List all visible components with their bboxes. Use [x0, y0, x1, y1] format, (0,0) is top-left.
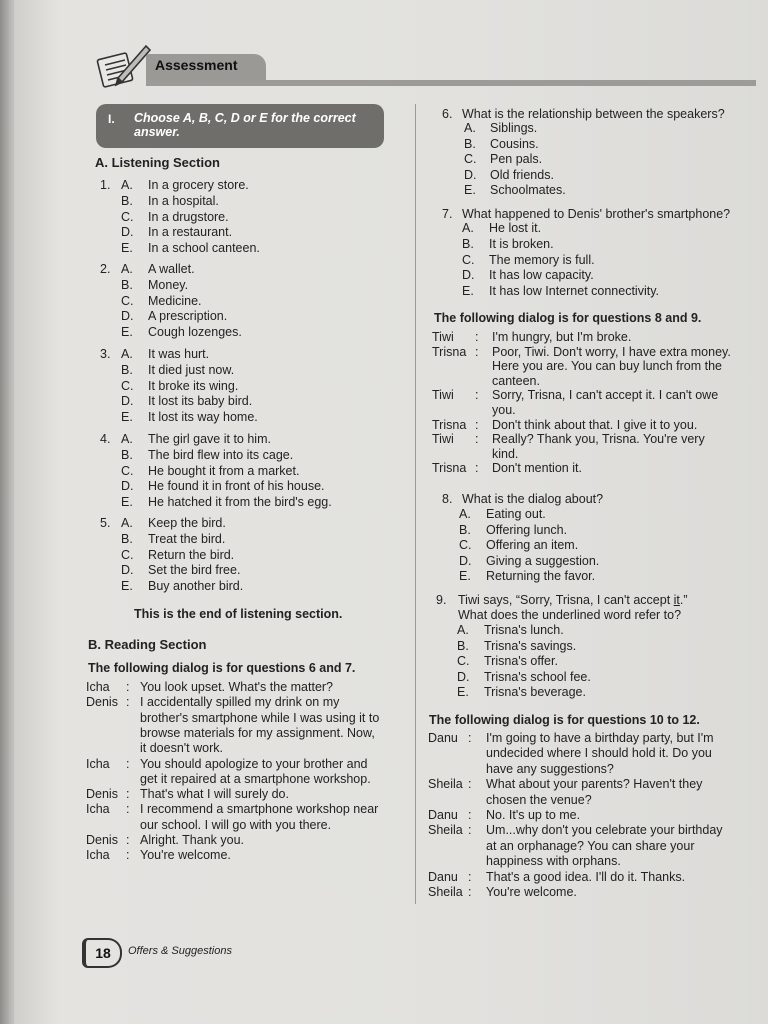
dialog-text: have any suggestions? [486, 761, 614, 776]
option-letter: C. [121, 209, 134, 224]
speaker-name: Icha [86, 848, 110, 863]
option-text: Trisna's lunch. [484, 623, 564, 637]
colon: : [475, 461, 479, 476]
option-letter: E. [121, 495, 133, 510]
dialog-text: brother's smartphone while I was using it to [140, 710, 380, 725]
dialog-text: You look upset. What's the matter? [140, 680, 334, 694]
instruction-number: I. [108, 112, 115, 126]
dialog-line [86, 848, 416, 863]
dialog-text: You should apologize to your brother and [140, 756, 368, 771]
option-letter: C. [121, 293, 134, 308]
option-letter: A. [121, 516, 133, 530]
option-letter: A. [121, 347, 133, 361]
dialog-text: No. It's up to me. [486, 808, 581, 822]
option-text: In a hospital. [148, 193, 219, 208]
dialog-text: undecided where I should hold it. Do you [486, 746, 712, 761]
option-letter: D. [459, 553, 472, 568]
option-letter: B. [121, 277, 133, 292]
speaker-name: Danu [428, 869, 458, 884]
dialog-heading: The following dialog is for questions 6 and 7. [88, 661, 356, 675]
option-letter: D. [121, 225, 134, 240]
option-text: Siblings. [490, 121, 538, 135]
dialog-line [428, 777, 758, 792]
option-letter: B. [121, 362, 133, 377]
dialog-line [86, 772, 416, 787]
dialog-text: Don't think about that. I give it to you. [492, 417, 698, 432]
option-text: The girl gave it to him. [148, 432, 271, 446]
option-letter: A. [457, 623, 469, 637]
colon: : [126, 680, 130, 694]
colon: : [468, 808, 472, 822]
speaker-name: Tiwi [432, 432, 454, 447]
option-text: It was hurt. [148, 347, 210, 361]
colon: : [468, 823, 472, 838]
option-text: Money. [148, 277, 189, 292]
dialog-text: I accidentally spilled my drink on my [140, 695, 340, 710]
dialog-text: Alright. Thank you. [140, 833, 244, 847]
option-text: Pen pals. [490, 152, 543, 167]
option-text: Set the bird free. [148, 563, 241, 578]
question-text: What happened to Denis' brother's smartphone? [462, 207, 731, 221]
dialog-line [428, 823, 758, 838]
dialog-line [432, 345, 762, 360]
question-text: What is the relationship between the speakers? [462, 107, 725, 121]
option-letter: B. [464, 136, 476, 151]
option-letter: D. [121, 479, 134, 494]
speaker-name: Icha [86, 802, 110, 817]
dialog-line [432, 330, 762, 345]
colon: : [126, 848, 130, 863]
option-text: Offering an item. [486, 538, 579, 552]
dialog-line [86, 757, 416, 772]
question-number: 3. [100, 347, 111, 361]
dialog-text: Here you are. You can buy lunch from the [492, 359, 723, 374]
option-text: It lost its way home. [148, 410, 258, 425]
option-letter: C. [457, 654, 470, 668]
option-letter: E. [121, 579, 133, 594]
dialog-text: That's what I will surely do. [140, 787, 289, 802]
option-text: He lost it. [489, 221, 542, 235]
dialog-line [86, 787, 416, 802]
colon: : [468, 731, 472, 745]
option-letter: E. [457, 685, 469, 699]
colon: : [475, 432, 479, 447]
option-letter: D. [462, 268, 475, 283]
colon: : [475, 388, 479, 403]
option-text: Trisna's beverage. [484, 685, 586, 699]
speaker-name: Icha [86, 756, 110, 771]
dialog-text: What about your parents? Haven't they [486, 777, 703, 792]
option-text: In a drugstore. [148, 209, 229, 224]
dialog-line [428, 746, 758, 761]
option-text: Return the bird. [148, 547, 235, 562]
speaker-name: Sheila [428, 777, 463, 792]
option-letter: B. [459, 522, 471, 537]
dialog-line [432, 403, 762, 418]
dialog-line [86, 741, 416, 756]
question-text-part: Tiwi says, “Sorry, Trisna, I can't accept [458, 593, 674, 607]
dialog-text: get it repaired at a smartphone workshop. [140, 771, 371, 786]
option-text: He found it in front of his house. [148, 479, 325, 494]
question-number: 2. [100, 262, 111, 276]
option-text: Schoolmates. [490, 183, 566, 198]
dialog-text: happiness with orphans. [486, 854, 621, 869]
speaker-name: Trisna [432, 461, 467, 476]
option-letter: E. [462, 284, 474, 299]
dialog-text: at an orphanage? You can share your [486, 838, 695, 853]
dialog-text: Don't mention it. [492, 461, 582, 476]
option-letter: C. [121, 547, 134, 562]
option-letter: B. [121, 193, 133, 208]
dialog-text: You're welcome. [486, 885, 577, 899]
option-text: The memory is full. [489, 252, 595, 267]
option-letter: A. [121, 432, 133, 446]
option-letter: D. [121, 309, 134, 324]
option-letter: B. [121, 447, 133, 462]
option-text: Old friends. [490, 167, 554, 182]
option-letter: C. [462, 252, 475, 267]
dialog-line [432, 432, 762, 447]
dialog-text: kind. [492, 446, 519, 461]
dialog-line [86, 711, 416, 726]
option-letter: A. [464, 121, 476, 135]
question-number: 8. [442, 492, 453, 506]
option-text: It broke its wing. [148, 378, 239, 393]
dialog-text: chosen the venue? [486, 792, 592, 807]
option-letter: A. [462, 221, 474, 235]
option-letter: D. [121, 563, 134, 578]
option-text: Keep the bird. [148, 516, 226, 530]
header-rule [146, 80, 756, 86]
option-text: The bird flew into its cage. [148, 447, 294, 462]
dialog-text: you. [492, 403, 516, 417]
colon: : [475, 344, 479, 359]
option-letter: B. [121, 531, 133, 546]
colon: : [468, 777, 472, 792]
colon: : [126, 833, 130, 847]
dialog-line [428, 731, 758, 746]
option-text: It has low capacity. [489, 268, 594, 283]
speaker-name: Denis [86, 787, 118, 802]
dialog-heading: The following dialog is for questions 10 to 12. [429, 713, 700, 727]
option-text: Cousins. [490, 136, 539, 151]
option-text: It lost its baby bird. [148, 394, 253, 409]
option-text: Cough lozenges. [148, 325, 242, 340]
dialog-line [432, 418, 762, 433]
dialog-text: our school. I will go with you there. [140, 817, 332, 832]
option-letter: A. [121, 262, 133, 276]
question-text-part: .” [679, 593, 688, 607]
notepad-pencil-icon [96, 38, 152, 94]
dialog-text: canteen. [492, 373, 540, 388]
option-text: A prescription. [148, 309, 228, 324]
listening-end-note: This is the end of listening section. [134, 607, 343, 621]
speaker-name: Denis [86, 695, 118, 710]
option-text: He bought it from a market. [148, 463, 300, 478]
option-text: Trisna's savings. [484, 638, 577, 653]
question-number: 7. [442, 207, 453, 221]
colon: : [475, 417, 479, 432]
dialog-line [86, 818, 416, 833]
dialog-text: Really? Thank you, Trisna. You're very [492, 432, 705, 447]
speaker-name: Denis [86, 833, 118, 847]
option-text: Trisna's school fee. [484, 669, 591, 684]
dialog-text: I recommend a smartphone workshop near [140, 802, 379, 817]
colon: : [468, 885, 472, 899]
dialog-line [86, 680, 416, 695]
dialog-line [86, 726, 416, 741]
option-text: Medicine. [148, 293, 202, 308]
option-text: It died just now. [148, 362, 235, 377]
option-text: Eating out. [486, 507, 546, 521]
option-text: In a restaurant. [148, 225, 233, 240]
dialog-line [428, 870, 758, 885]
option-text: Buy another bird. [148, 579, 244, 594]
dialog-line [428, 808, 758, 823]
instruction-box [96, 104, 384, 148]
dialog-text: I'm going to have a birthday party, but I'm [486, 731, 714, 745]
chapter-title: Offers & Suggestions [128, 945, 232, 957]
dialog-line [432, 359, 762, 374]
option-letter: D. [121, 394, 134, 409]
option-letter: E. [121, 241, 133, 256]
option-letter: E. [121, 325, 133, 340]
speaker-name: Trisna [432, 344, 467, 359]
dialog-line [86, 833, 416, 848]
section-title: Assessment [155, 57, 238, 73]
option-letter: C. [459, 538, 472, 552]
dialog-line [428, 762, 758, 777]
speaker-name: Tiwi [432, 330, 454, 344]
dialog-line [86, 802, 416, 817]
underlined-word: it [673, 593, 680, 607]
option-text: Trisna's offer. [484, 654, 558, 668]
dialog-line [432, 461, 762, 476]
dialog-line [428, 793, 758, 808]
speaker-name: Danu [428, 731, 458, 745]
colon: : [126, 787, 130, 802]
speaker-name: Icha [86, 680, 110, 694]
option-letter: E. [464, 183, 476, 198]
dialog-text: Sorry, Trisna, I can't accept it. I can't owe [492, 388, 719, 403]
speaker-name: Danu [428, 808, 458, 822]
dialog-line [428, 885, 758, 900]
colon: : [126, 802, 130, 817]
dialog-text: browse materials for my assignment. Now, [140, 725, 375, 740]
option-text: In a grocery store. [148, 178, 249, 192]
colon: : [126, 695, 130, 710]
option-letter: E. [121, 410, 133, 425]
question-number: 1. [100, 178, 111, 192]
option-text: Offering lunch. [486, 522, 568, 537]
dialog-line [432, 447, 762, 462]
question-text: What is the dialog about? [462, 492, 604, 506]
option-letter: D. [457, 669, 470, 684]
listening-heading: A. Listening Section [95, 155, 220, 170]
option-letter: C. [121, 378, 134, 393]
option-text: In a school canteen. [148, 241, 260, 256]
question-number: 6. [442, 107, 453, 121]
dialog-text: I'm hungry, but I'm broke. [492, 330, 632, 344]
dialog-line [428, 854, 758, 869]
dialog-heading: The following dialog is for questions 8 and 9. [434, 311, 702, 325]
option-letter: A. [121, 178, 133, 192]
colon: : [126, 756, 130, 771]
option-letter: D. [464, 167, 477, 182]
speaker-name: Sheila [428, 823, 463, 838]
dialog-line [86, 695, 416, 710]
dialog-line [432, 374, 762, 389]
dialog-text: You're welcome. [140, 848, 231, 863]
option-text: Giving a suggestion. [486, 553, 600, 568]
dialog-text: Um...why don't you celebrate your birthday [486, 823, 723, 838]
option-letter: B. [457, 638, 469, 653]
option-text: It has low Internet connectivity. [489, 284, 659, 299]
dialog-text: it doesn't work. [140, 741, 223, 756]
dialog-line [432, 388, 762, 403]
speaker-name: Tiwi [432, 388, 454, 403]
speaker-name: Trisna [432, 417, 467, 432]
option-text: He hatched it from the bird's egg. [148, 495, 332, 510]
page-number: 18 [82, 938, 122, 968]
option-letter: E. [459, 569, 471, 583]
option-letter: C. [464, 152, 477, 167]
dialog-line [428, 839, 758, 854]
option-text: Returning the favor. [486, 569, 596, 583]
question-number: 9. [436, 593, 447, 607]
option-letter: B. [462, 236, 474, 251]
option-text: A wallet. [148, 262, 195, 276]
colon: : [475, 330, 479, 344]
option-letter: A. [459, 507, 471, 521]
reading-heading: B. Reading Section [88, 637, 207, 652]
question-number: 5. [100, 516, 111, 530]
option-text: Treat the bird. [148, 531, 226, 546]
dialog-text: That's a good idea. I'll do it. Thanks. [486, 869, 686, 884]
option-letter: C. [121, 463, 134, 478]
question-number: 4. [100, 432, 111, 446]
option-text: It is broken. [489, 236, 554, 251]
question-text [458, 593, 688, 608]
speaker-name: Sheila [428, 885, 463, 899]
colon: : [468, 869, 472, 884]
dialog-text: Poor, Tiwi. Don't worry, I have extra money. [492, 344, 731, 359]
question-text: What does the underlined word refer to? [458, 608, 682, 622]
instruction-text: Choose A, B, C, D or E for the correct answer. [134, 111, 356, 139]
